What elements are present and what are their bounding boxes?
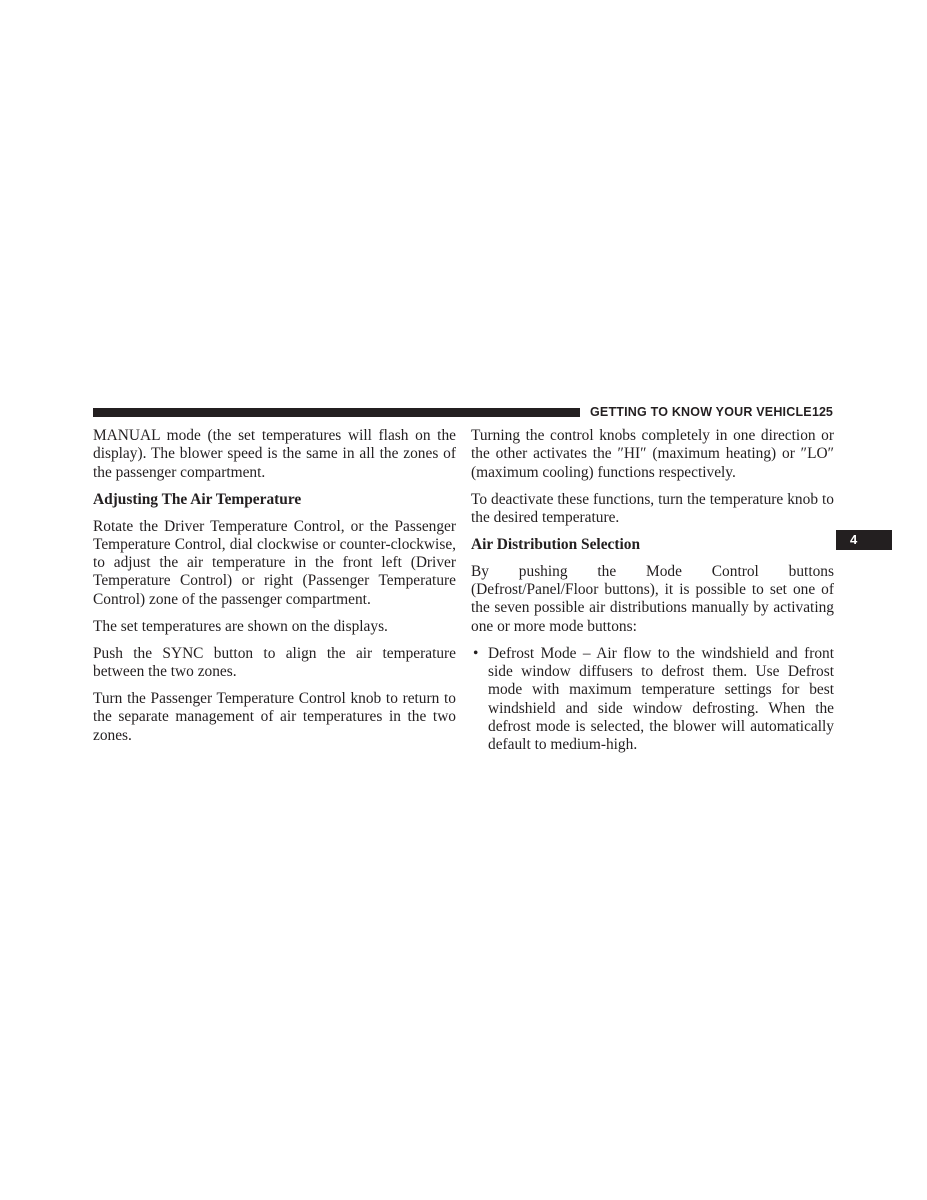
list-item: • Defrost Mode – Air flow to the windshield and front side window diffusers to defrost them. Use Defrost mode with maximum temperature settings for best windshield and side window defrosting. When the defrost mode is selected, the blower will automatically default to medium-high.	[471, 645, 834, 755]
paragraph: Push the SYNC button to align the air temperature between the two zones.	[93, 644, 456, 681]
paragraph: Turning the control knobs completely in one direction or the other activates the ″HI″ (maximum heating) or ″LO″ (maximum cooling) functions respectively.	[471, 427, 834, 481]
header-rule	[93, 408, 580, 417]
paragraph: Rotate the Driver Temperature Control, or the Passenger Temperature Control, dial clockwise or counter-clockwise, to adjust the air temperature in the front left (Driver Temperature Control) or right (Passenger Temperature Control) zone of the passenger compartment.	[93, 517, 456, 608]
paragraph: The set temperatures are shown on the displays.	[93, 617, 388, 635]
paragraph: By pushing the Mode Control buttons (Defrost/Panel/Floor buttons), it is possible to set one of the seven possible air distributions manually by activating one or more mode buttons:	[471, 562, 834, 635]
right-column	[471, 427, 834, 755]
bullet-list	[471, 645, 834, 755]
section-heading: Air Distribution Selection	[471, 535, 641, 553]
section-heading: Adjusting The Air Temperature	[93, 490, 302, 508]
paragraph: Turn the Passenger Temperature Control knob to return to the separate management of air temperatures in the two zones.	[93, 690, 456, 744]
page-number: 125	[812, 405, 833, 419]
paragraph: To deactivate these functions, turn the temperature knob to the desired temperature.	[471, 490, 834, 526]
paragraph: MANUAL mode (the set temperatures will flash on the display). The blower speed is the same in all the zones of the passenger compartment.	[93, 427, 456, 481]
section-title: GETTING TO KNOW YOUR VEHICLE	[590, 405, 812, 419]
left-column	[93, 427, 456, 754]
chapter-tab: 4	[836, 530, 892, 550]
